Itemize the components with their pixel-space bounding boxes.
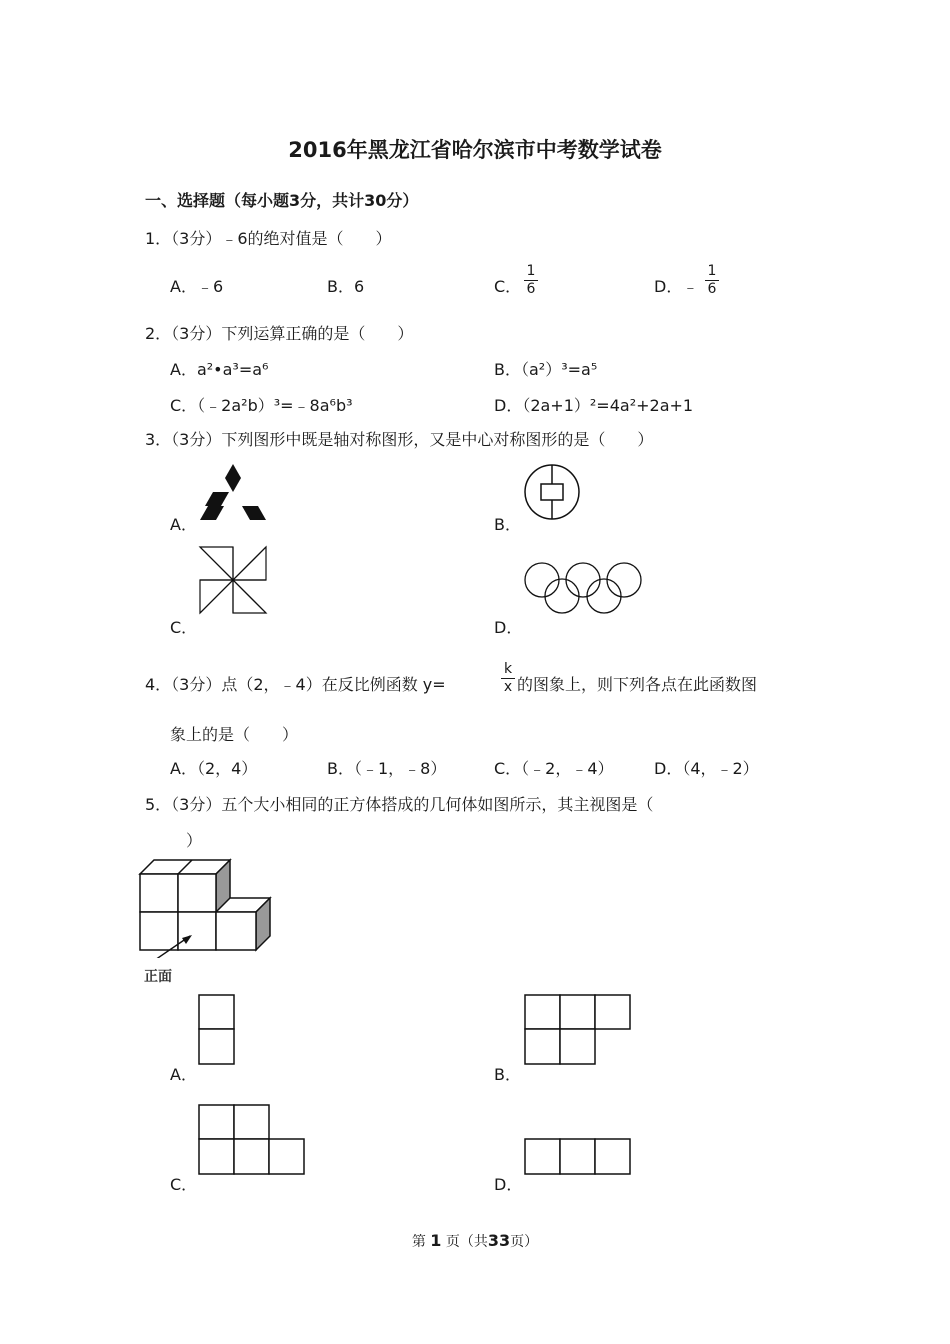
question-4-line2: 象上的是（ ） (170, 725, 299, 744)
question-2: 2．（3分）下列运算正确的是（ ） (145, 324, 414, 343)
page-footer (0, 1231, 950, 1251)
footer-prefix: 第 (411, 1234, 426, 1250)
q4-option-d: D．（4，﹣2） (654, 759, 759, 778)
question-4 (145, 672, 446, 695)
q5-option-c: C． (170, 1175, 198, 1194)
q3-option-d: D． (494, 618, 523, 637)
q4-option-a: A．（2，4） (170, 759, 258, 778)
q4-option-c: C．（﹣2，﹣4） (494, 759, 614, 778)
q5-view-d (524, 1138, 632, 1176)
q1-option-c-fraction: 1 6 (524, 264, 538, 297)
q1-option-d: D．﹣ (654, 277, 699, 296)
q5-view-a (198, 994, 236, 1066)
q4-option-b: B．（﹣1，﹣8） (327, 759, 447, 778)
cube-solid-figure (138, 858, 274, 958)
q5-view-c (198, 1104, 306, 1176)
footer-mid: 页（共 (445, 1234, 488, 1250)
question-1: 1．（3分）﹣6的绝对值是（ ） (145, 229, 392, 248)
question-5: 5．（3分）五个大小相同的正方体搭成的几何体如图所示，其主视图是（ (145, 795, 654, 814)
q2-option-b: B．（a²）³=a⁵ (494, 360, 598, 379)
q5-view-b (524, 994, 632, 1066)
olympic-rings-figure (522, 560, 644, 616)
mitsubishi-diamonds-figure (198, 462, 268, 522)
page-title: 2016年黑龙江省哈尔滨市中考数学试卷 (288, 138, 662, 162)
footer-suffix: 页） (510, 1234, 539, 1250)
section-heading: 一、选择题（每小题3分，共计30分） (145, 191, 419, 210)
q2-option-d: D．（2a+1）²=4a²+2a+1 (494, 396, 694, 415)
question-4-text: 4．（3分）点（2，﹣4）在反比例函数 y= (145, 675, 446, 694)
pinwheel-figure (198, 545, 268, 615)
q1-option-b: B．6 (327, 277, 365, 296)
question-3: 3．（3分）下列图形中既是轴对称图形，又是中心对称图形的是（ ） (145, 430, 654, 449)
q5-option-a: A． (170, 1065, 197, 1084)
q5-option-b: B． (494, 1065, 521, 1084)
q1-option-d-fraction: 1 6 (705, 264, 719, 297)
q3-option-b: B． (494, 515, 521, 534)
question-5-line2: ） (186, 831, 203, 850)
q4-fraction-k-over-x: k x (501, 662, 515, 695)
coin-circle-figure (522, 462, 582, 522)
q1-option-a: A．﹣6 (170, 277, 224, 296)
q2-option-a: A．a²•a³=a⁶ (170, 360, 269, 379)
current-page-number: 1 (430, 1231, 442, 1250)
q1-option-c: C． (494, 277, 522, 296)
q5-option-d: D． (494, 1175, 523, 1194)
q2-option-c: C．（﹣2a²b）³=﹣8a⁶b³ (170, 396, 353, 415)
question-4-continued: 的图象上，则下列各点在此函数图 (517, 675, 758, 694)
q3-option-a: A． (170, 515, 197, 534)
total-pages: 33 (487, 1231, 511, 1250)
q3-option-c: C． (170, 618, 198, 637)
front-label: 正面 (144, 969, 172, 985)
